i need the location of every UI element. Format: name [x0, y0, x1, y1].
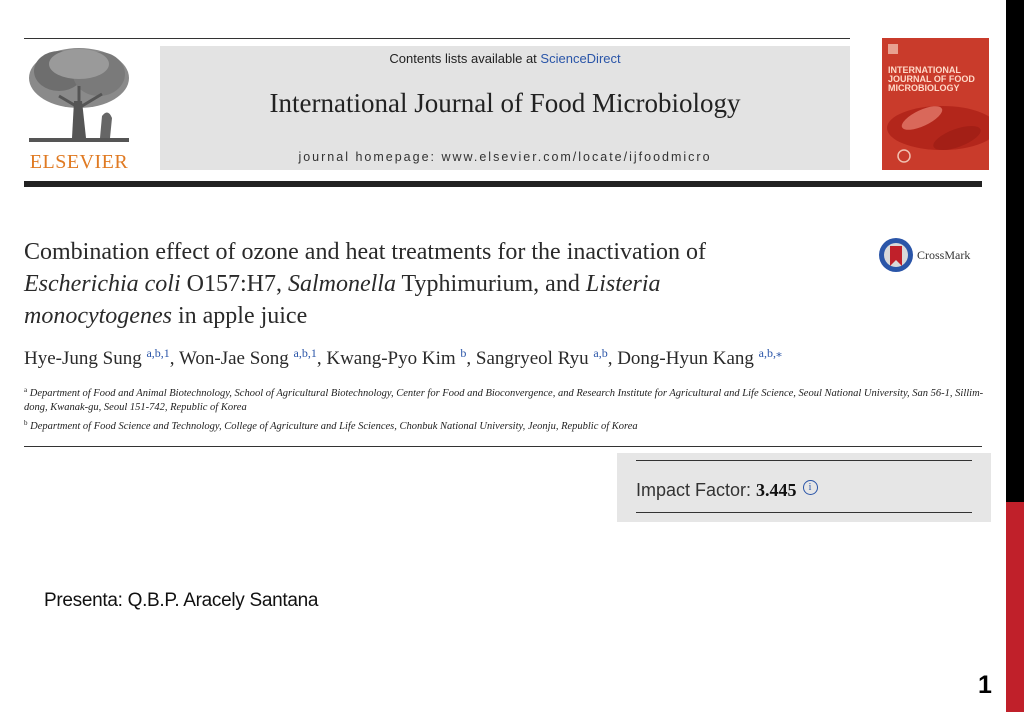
- contents-prefix: Contents lists available at: [389, 51, 537, 66]
- title-organism-3: Listeria: [585, 271, 661, 297]
- affiliation-mark: a: [24, 386, 28, 394]
- journal-homepage[interactable]: journal homepage: www.elsevier.com/locate/ijfoodmicro: [298, 150, 712, 164]
- author-affiliation-mark[interactable]: a,b,⁎: [758, 346, 782, 360]
- journal-name: International Journal of Food Microbiology: [269, 88, 741, 118]
- author-affiliation-mark[interactable]: b: [460, 346, 467, 360]
- impact-factor-box: [617, 453, 991, 522]
- author-affiliation-mark[interactable]: a,b,1: [146, 346, 170, 360]
- affiliation-mark: b: [24, 419, 28, 427]
- affiliation-text: Department of Food Science and Technology, College of Agriculture and Life Sciences, Chonbuk National University, Jeonju, Republic of Korea: [30, 421, 638, 432]
- slide-number: 1: [978, 671, 992, 699]
- journal-cover-image: [882, 38, 989, 170]
- title-line-3: [24, 300, 864, 332]
- author-separator: ,: [607, 348, 618, 369]
- affiliation-b: [24, 416, 984, 434]
- crossmark-icon: [877, 236, 915, 274]
- title-line-1: Combination effect of ozone and heat treatments for the inactivation of: [24, 239, 706, 265]
- cover-title: INTERNATIONAL JOURNAL OF FOOD MICROBIOLOGY: [888, 65, 975, 93]
- author-name[interactable]: Sangryeol Ryu: [475, 348, 589, 369]
- title-organism-4: monocytogenes: [24, 303, 172, 329]
- author-separator: ,: [316, 348, 327, 369]
- affiliation-text: Department of Food and Animal Biotechnology, School of Agricultural Biotechnology, Center for Food and Bioconvergence, and Research Institute for Agricultural and Life Science, Seoul National University, San 56-1, Sillim-dong, Kwanak-gu, Seoul 151-742, Republic of Korea: [24, 388, 984, 413]
- impact-top-rule: [636, 460, 972, 461]
- author-name[interactable]: Won-Jae Song: [178, 348, 289, 369]
- slide-side-bar-black: [1006, 0, 1024, 502]
- affiliation-a: [24, 383, 984, 415]
- crossmark-label: CrossMark: [917, 248, 971, 262]
- impact-factor-label: Impact Factor:: [636, 480, 757, 500]
- title-organism-1: Escherichia coli: [24, 271, 181, 297]
- title-line-2: [24, 268, 864, 300]
- crossmark-badge[interactable]: [877, 236, 987, 276]
- title-text-3: in apple juice: [171, 303, 308, 329]
- header-top-rule: [24, 38, 850, 39]
- slide-side-bar-red: [1006, 502, 1024, 712]
- journal-header-box: [160, 46, 850, 170]
- author-name[interactable]: Hye-Jung Sung: [24, 348, 142, 369]
- presenter-text: Presenta: Q.B.P. Aracely Santana: [44, 590, 319, 611]
- affiliation-bottom-rule: [24, 446, 982, 447]
- author-name[interactable]: Dong-Hyun Kang: [617, 348, 754, 369]
- title-organism-2: Salmonella: [287, 271, 396, 297]
- elsevier-logo: [24, 46, 134, 172]
- info-icon[interactable]: i: [803, 480, 818, 495]
- cover-art-icon: [882, 38, 989, 170]
- author-separator: ,: [466, 348, 476, 369]
- title-text-1: O157:H7,: [180, 271, 288, 297]
- author-list: [24, 346, 984, 370]
- title-text-2: Typhimurium, and: [395, 271, 586, 297]
- header-thick-rule: [24, 181, 982, 187]
- article-title: [24, 236, 864, 332]
- impact-factor-value: 3.445: [756, 480, 797, 500]
- author-name[interactable]: Kwang-Pyo Kim: [326, 348, 456, 369]
- sciencedirect-link[interactable]: ScienceDirect: [540, 51, 621, 66]
- contents-line: [160, 51, 850, 66]
- elsevier-tree-icon: [24, 46, 134, 146]
- author-affiliation-mark[interactable]: a,b: [593, 346, 608, 360]
- author-separator: ,: [169, 348, 179, 369]
- elsevier-logo-text: ELSEVIER: [29, 151, 129, 173]
- impact-bottom-rule: [636, 512, 972, 513]
- author-affiliation-mark[interactable]: a,b,1: [293, 346, 317, 360]
- impact-factor-line: [636, 480, 818, 501]
